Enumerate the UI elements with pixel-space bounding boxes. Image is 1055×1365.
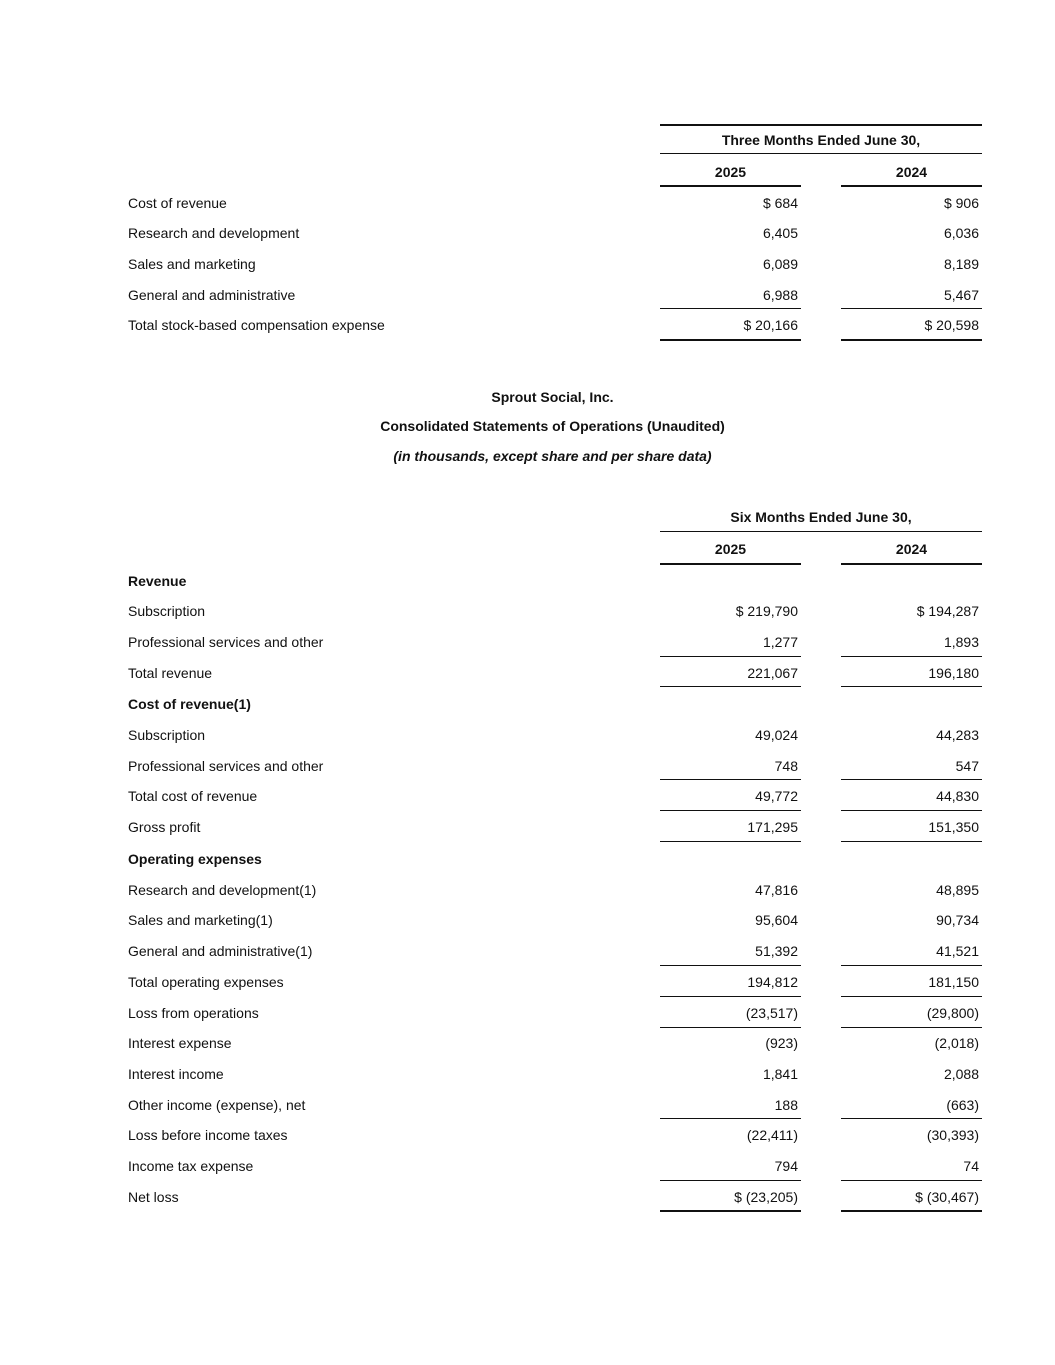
- table2-row-value-2025: (23,517): [745, 1005, 798, 1021]
- table2-row-value-2025: 171,295: [747, 819, 798, 835]
- statement-title: Consolidated Statements of Operations (Unaudited): [380, 418, 725, 434]
- table2-rule: [660, 686, 801, 687]
- table1-year-2025: 2025: [714, 164, 747, 180]
- table2-row-value-2024: 1,893: [943, 634, 979, 650]
- table2-net-loss-label: Net loss: [128, 1189, 179, 1205]
- table2-row-value-2025: 47,816: [755, 882, 798, 898]
- table2-row-value-2025: (923): [765, 1035, 798, 1051]
- table1-row-value-2025: $ 684: [762, 195, 798, 211]
- table2-row-value-2025: 49,772: [755, 788, 798, 804]
- table1-row-label: Cost of revenue: [128, 195, 227, 211]
- table2-row-label: Interest expense: [128, 1035, 232, 1051]
- table1-total-value-2025: $ 20,166: [743, 317, 798, 333]
- table2-row-value-2025: 188: [774, 1097, 798, 1113]
- table2-rule: [841, 1027, 982, 1028]
- table2-rule: [841, 996, 982, 997]
- table2-row-value-2024: 196,180: [928, 665, 979, 681]
- table1-subtotal-rule-2025: [660, 308, 801, 309]
- table2-row-value-2024: 44,283: [936, 727, 979, 743]
- table2-row-value-2024: 90,734: [936, 912, 979, 928]
- table2-net-loss-2025: $ (23,205): [734, 1189, 798, 1205]
- table2-row-label: Total cost of revenue: [128, 788, 258, 804]
- company-name: Sprout Social, Inc.: [491, 389, 614, 405]
- table1-total-label: Total stock-based compensation expense: [128, 317, 385, 333]
- table2-rule: [660, 1027, 801, 1028]
- table2-rule: [660, 996, 801, 997]
- table2-rule: [841, 1180, 982, 1181]
- table2-period-rule: [660, 531, 982, 532]
- table2-row-label: Other income (expense), net: [128, 1097, 306, 1113]
- table2-row-value-2024: 151,350: [928, 819, 979, 835]
- table2-row-value-2024: (663): [946, 1097, 979, 1113]
- table1-row-value-2024: 5,467: [943, 287, 979, 303]
- table1-period-header: Three Months Ended June 30,: [721, 132, 921, 148]
- table2-row-label: Subscription: [128, 727, 206, 743]
- table1-row-value-2024: 6,036: [943, 225, 979, 241]
- table2-rule: [660, 1118, 801, 1119]
- table2-rule: [660, 810, 801, 811]
- table2-row-value-2025: 1,277: [762, 634, 798, 650]
- table2-row-label: Total operating expenses: [128, 974, 284, 990]
- table2-rule: [841, 779, 982, 780]
- table2-row-label: Total revenue: [128, 665, 213, 681]
- table2-rule: [660, 841, 801, 842]
- section-header-revenue: Revenue: [128, 573, 187, 589]
- section-header-cost-of-revenue: Cost of revenue(1): [128, 696, 251, 712]
- table1-row-value-2025: 6,089: [762, 256, 798, 272]
- table2-row-value-2025: 194,812: [747, 974, 798, 990]
- table2-rule: [660, 965, 801, 966]
- table2-row-value-2025: 1,841: [762, 1066, 798, 1082]
- table2-row-label: Professional services and other: [128, 634, 324, 650]
- table2-rule: [660, 779, 801, 780]
- statement-subtitle: (in thousands, except share and per share data): [393, 448, 712, 464]
- table2-row-value-2024: 181,150: [928, 974, 979, 990]
- table2-row-value-2025: 794: [774, 1158, 798, 1174]
- table1-top-rule: [660, 124, 982, 126]
- table1-row-label: Research and development: [128, 225, 300, 241]
- table2-period-header: Six Months Ended June 30,: [730, 509, 912, 525]
- table2-row-value-2024: (2,018): [934, 1035, 979, 1051]
- table2-bottom-rule-2024: [841, 1210, 982, 1212]
- table2-row-label: Research and development(1): [128, 882, 317, 898]
- table1-total-value-2024: $ 20,598: [924, 317, 979, 333]
- table1-year-rule-2024: [841, 185, 982, 187]
- table2-row-value-2025: $ 219,790: [735, 603, 798, 619]
- table2-row-value-2025: 95,604: [755, 912, 798, 928]
- table2-rule: [841, 841, 982, 842]
- table1-row-value-2024: 8,189: [943, 256, 979, 272]
- table1-row-value-2025: 6,988: [762, 287, 798, 303]
- table2-year-rule-2024: [841, 563, 982, 565]
- table2-rule: [841, 1118, 982, 1119]
- table2-rule: [841, 810, 982, 811]
- table2-row-label: Interest income: [128, 1066, 224, 1082]
- table1-row-label: General and administrative: [128, 287, 296, 303]
- table1-row-value-2025: 6,405: [762, 225, 798, 241]
- table1-bottom-rule-2025: [660, 339, 801, 341]
- table1-period-rule: [660, 153, 982, 154]
- table2-row-label: Loss from operations: [128, 1005, 259, 1021]
- table2-row-label: Loss before income taxes: [128, 1127, 288, 1143]
- table2-row-value-2025: 49,024: [755, 727, 798, 743]
- table1-subtotal-rule-2024: [841, 308, 982, 309]
- table2-row-label: Income tax expense: [128, 1158, 254, 1174]
- table1-row-label: Sales and marketing: [128, 256, 256, 272]
- table2-row-label: Subscription: [128, 603, 206, 619]
- table2-year-rule-2025: [660, 563, 801, 565]
- table2-row-value-2024: 48,895: [936, 882, 979, 898]
- table2-row-value-2024: 2,088: [943, 1066, 979, 1082]
- table2-row-label: Gross profit: [128, 819, 201, 835]
- table2-row-value-2024: $ 194,287: [916, 603, 979, 619]
- table2-row-value-2024: (29,800): [926, 1005, 979, 1021]
- table2-row-value-2025: (22,411): [746, 1127, 798, 1143]
- table2-year-2024: 2024: [895, 541, 928, 557]
- table2-row-label: Sales and marketing(1): [128, 912, 273, 928]
- table2-rule: [660, 656, 801, 657]
- table2-row-value-2024: (30,393): [926, 1127, 979, 1143]
- table2-row-value-2024: 547: [955, 758, 979, 774]
- table2-bottom-rule-2025: [660, 1210, 801, 1212]
- table2-row-value-2025: 221,067: [747, 665, 798, 681]
- section-header-operating-expenses: Operating expenses: [128, 851, 262, 867]
- table1-year-rule-2025: [660, 185, 801, 187]
- table2-row-label: General and administrative(1): [128, 943, 313, 959]
- table2-rule: [841, 686, 982, 687]
- table2-rule: [841, 656, 982, 657]
- table2-row-label: Professional services and other: [128, 758, 324, 774]
- table2-row-value-2024: 41,521: [936, 943, 979, 959]
- table2-row-value-2024: 44,830: [936, 788, 979, 804]
- table2-year-2025: 2025: [714, 541, 747, 557]
- table2-net-loss-2024: $ (30,467): [915, 1189, 979, 1205]
- table1-row-value-2024: $ 906: [943, 195, 979, 211]
- table2-row-value-2025: 748: [774, 758, 798, 774]
- table2-rule: [660, 1180, 801, 1181]
- table1-bottom-rule-2024: [841, 339, 982, 341]
- table2-row-value-2025: 51,392: [755, 943, 798, 959]
- table1-year-2024: 2024: [895, 164, 928, 180]
- table2-rule: [841, 965, 982, 966]
- table2-row-value-2024: 74: [963, 1158, 979, 1174]
